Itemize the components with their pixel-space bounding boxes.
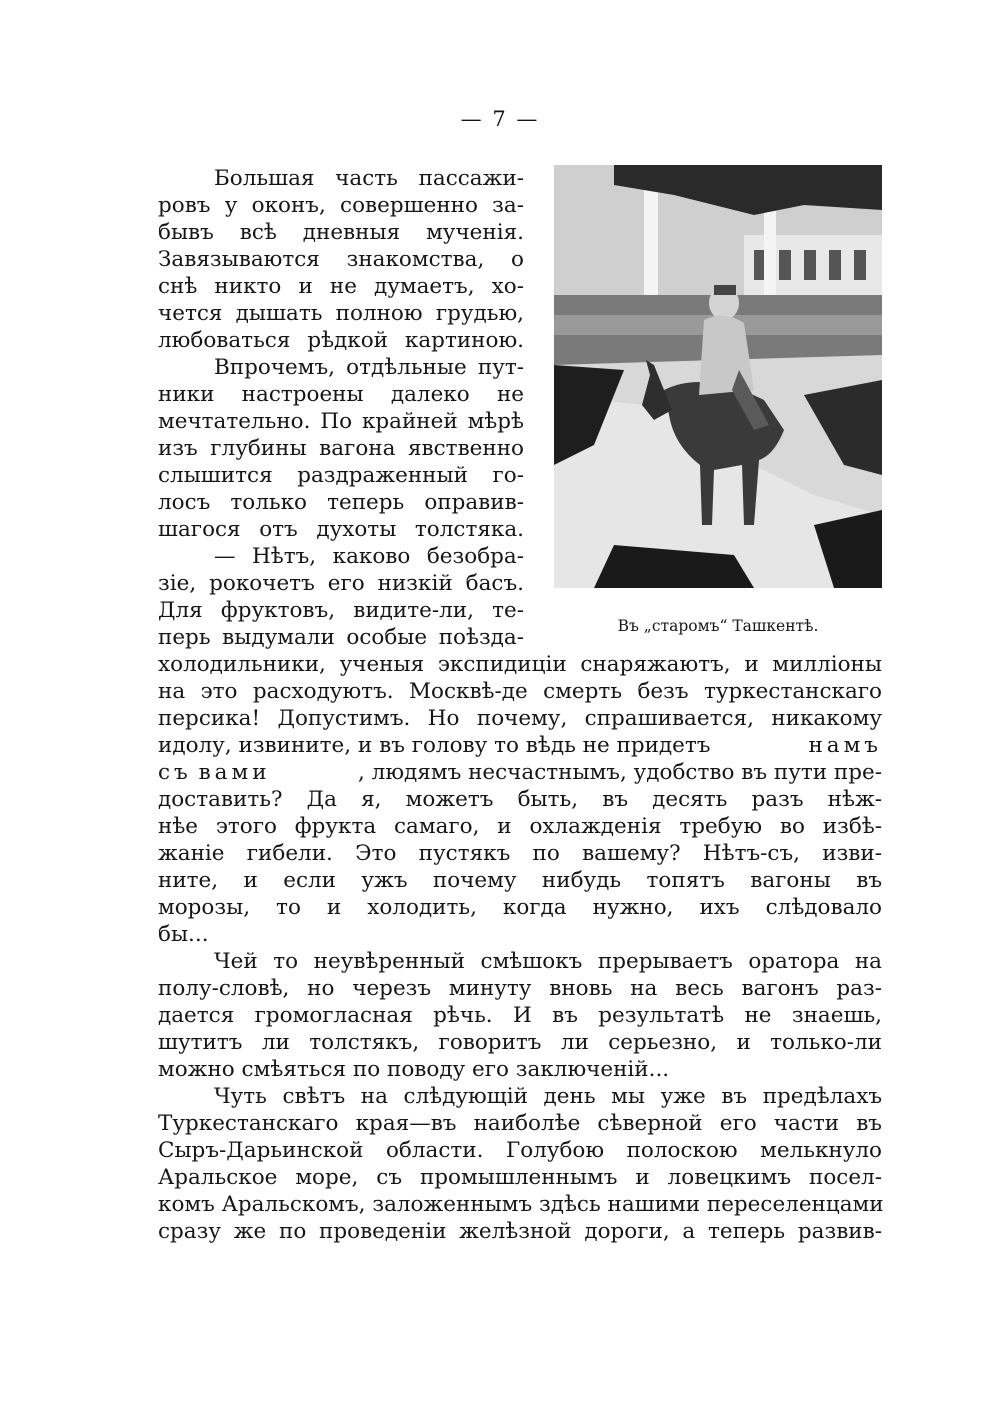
figure-caption: Въ „старомъ“ Ташкентѣ.: [617, 617, 819, 635]
text-line: слышится раздраженный го-: [158, 463, 524, 488]
text-line: бы...: [158, 922, 209, 947]
photograph-donkey-rider: [554, 165, 882, 588]
text-line: бывъ всѣ дневныя мученія.: [158, 220, 524, 245]
text-emphasis: съ: [158, 760, 192, 785]
text-line: Для фруктовъ, видите-ли, те-: [158, 598, 524, 623]
text-line: — Нѣтъ, каково безобра-: [214, 544, 524, 569]
text-line: снѣ никто и не думаетъ, хо-: [158, 274, 524, 299]
text-emphasis: вами: [198, 760, 271, 785]
text-line: ровъ у оконъ, совершенно за-: [158, 193, 524, 218]
text-line: жаніе гибели. Это пустякъ по вашему? Нѣтъ-съ, изви-: [158, 841, 882, 866]
text-line: Завязываются знакомства, о: [158, 247, 524, 272]
text-line: полу-словѣ, но черезъ минуту вновь на весь вагонъ раз-: [158, 976, 882, 1001]
text-line: нѣе этого фрукта самаго, и охлажденія требую во избѣ-: [158, 814, 882, 839]
text-line: холодильники, ученыя экспидиціи снаряжаютъ, и милліоны: [158, 652, 882, 677]
text-line: любоваться рѣдкой картиною.: [158, 328, 524, 353]
text-line: изъ глубины вагона явственно: [158, 436, 524, 461]
text-line: ните, и если ужъ почему нибудь топятъ вагоны въ: [158, 868, 882, 893]
text-line: можно смѣяться по поводу его заключеній...: [158, 1057, 670, 1082]
text-line: Аральское море, съ промышленнымъ и ловецкимъ посел-: [158, 1165, 882, 1190]
text-line: шутитъ ли толстякъ, говоритъ ли серьезно, и только-ли: [158, 1030, 882, 1055]
text-fragment: , людямъ несчастнымъ, удобство въ пути пре-: [358, 760, 882, 785]
text-line: [158, 732, 882, 759]
text-line: комъ Аральскомъ, заложеннымъ здѣсь нашими переселенцами: [158, 1192, 884, 1217]
text-line: перь выдумали особые поѣзда-: [158, 625, 524, 650]
text-line: ники настроены далеко не: [158, 382, 524, 407]
text-line: зіе, рокочетъ его низкій басъ.: [158, 571, 524, 596]
text-line: персика! Допустимъ. Но почему, спрашивается, никакому: [158, 706, 882, 731]
text-line: лосъ только теперь оправив-: [158, 490, 524, 515]
text-line: Чей то неувѣренный смѣшокъ прерываетъ оратора на: [214, 949, 882, 974]
text-fragment: идолу, извините, и въ голову то вѣдь не придетъ: [158, 733, 711, 758]
text-fragment-group: [158, 759, 271, 786]
text-line: Впрочемъ, отдѣльные пут-: [214, 355, 524, 380]
text-line: Сыръ-Дарьинской области. Голубою полоскою мелькнуло: [158, 1138, 882, 1163]
text-line: чется дышать полною грудью,: [158, 301, 524, 326]
text-line: на это расходуютъ. Москвѣ-де смерть безъ туркестанскаго: [158, 679, 882, 704]
text-line: мечтательно. По крайней мѣрѣ: [158, 409, 524, 434]
text-line: дается громогласная рѣчь. И въ результатѣ не знаешь,: [158, 1003, 882, 1028]
text-line: Большая часть пассажи-: [214, 166, 524, 191]
text-line: шагося отъ духоты толстяка.: [158, 517, 524, 542]
photo-illustration: [554, 165, 882, 588]
text-emphasis: намъ: [808, 733, 882, 758]
text-line: Туркестанскаго края—въ наиболѣе сѣверной его части въ: [158, 1111, 882, 1136]
text-line: морозы, то и холодить, когда нужно, ихъ слѣдовало: [158, 895, 882, 920]
page-number: — 7 —: [460, 107, 540, 131]
text-line: Чуть свѣтъ на слѣдующій день мы уже въ предѣлахъ: [214, 1084, 882, 1109]
text-line: [158, 759, 882, 786]
text-line: сразу же по проведеніи желѣзной дороги, а теперь развив-: [158, 1219, 882, 1244]
text-line: доставить? Да я, можетъ быть, въ десять разъ нѣж-: [158, 787, 882, 812]
